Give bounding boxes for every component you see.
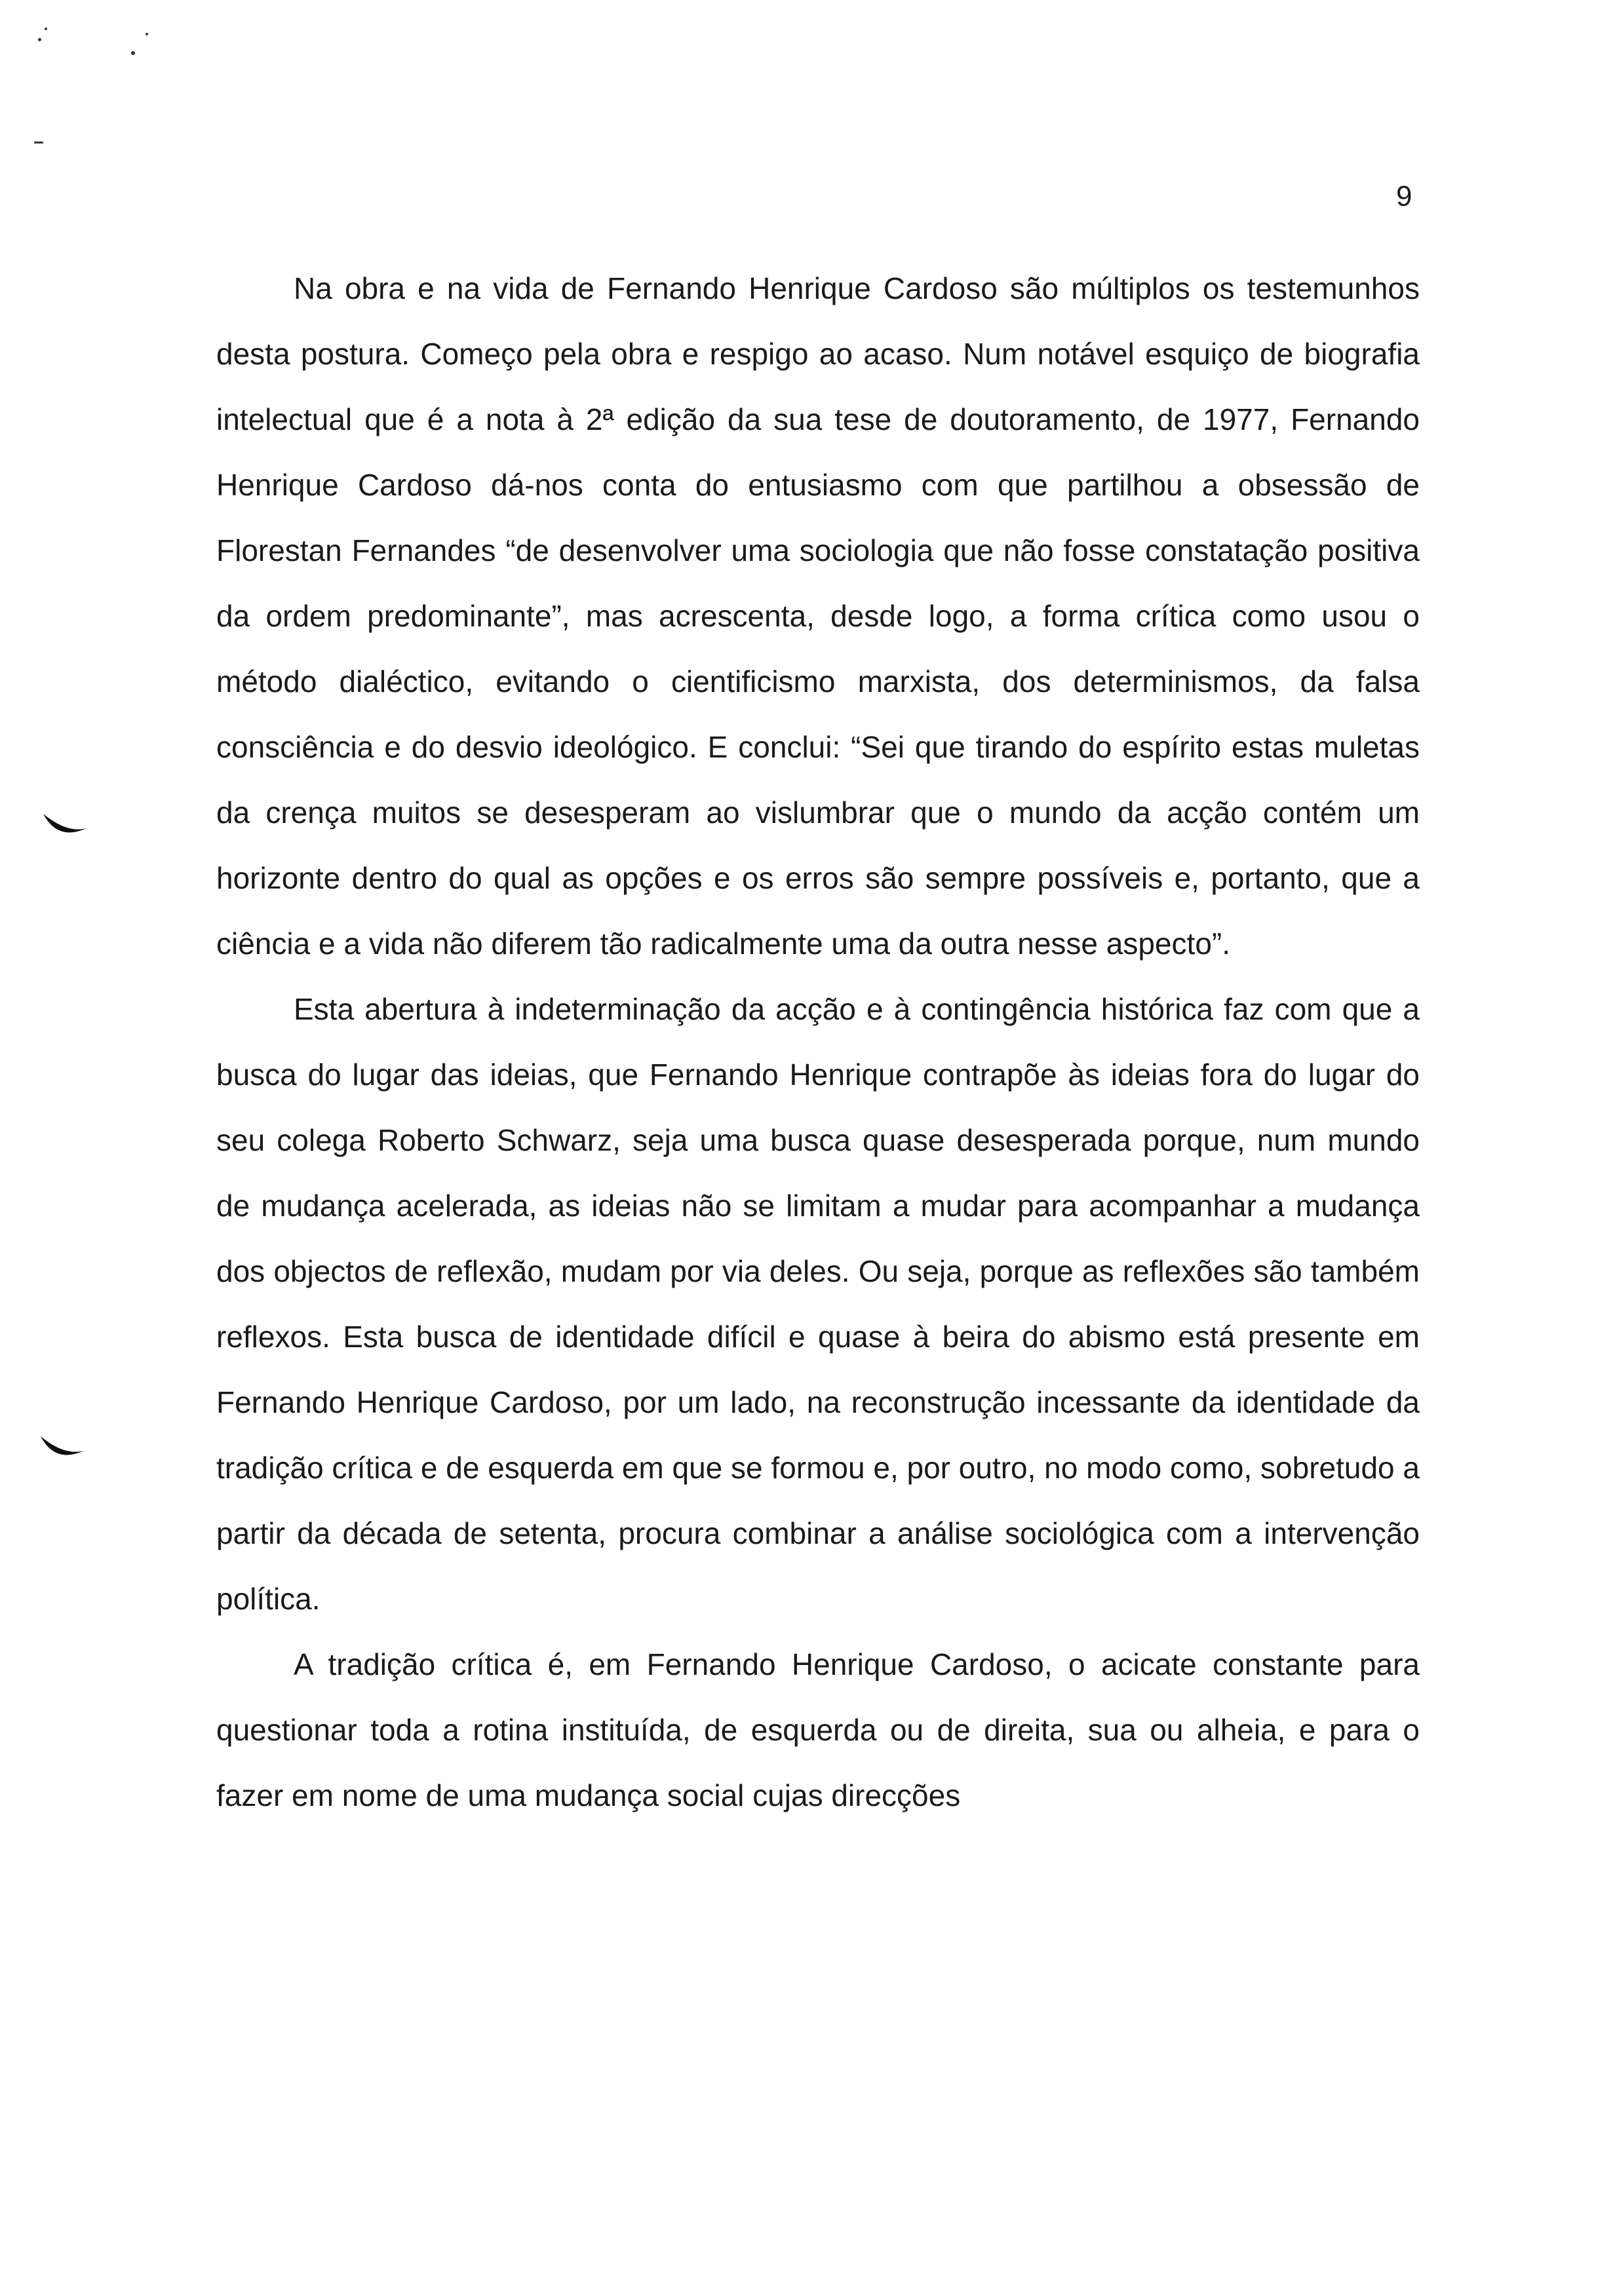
paragraph: Na obra e na vida de Fernando Henrique Cardoso são múltiplos os testemunhos desta postura. Começo pela obra e respigo ao acaso. Num notável esquiço de biografia intelectual que é a nota à 2ª edição da sua tese de doutoramento, de 1977, Fernando Henrique Cardoso dá-nos conta do entusiasmo com que partilhou a obsessão de Florestan Fernandes “de desenvolver uma sociologia que não fosse constatação positiva da ordem predominante”, mas acrescenta, desde logo, a forma crítica como usou o método dialéctico, evitando o cientificismo marxista, dos determinismos, da falsa consciência e do desvio ideológico. E conclui: “Sei que tirando do espírito estas muletas da crença muitos se desesperam ao vislumbrar que o mundo da acção contém um horizonte dentro do qual as opções e os erros são sempre possíveis e, portanto, que a ciência e a vida não diferem tão radicalmente uma da outra nesse aspecto”. <box>216 271 1420 961</box>
scan-speck <box>131 51 135 55</box>
page-number: 9 <box>1396 180 1412 212</box>
scan-speck <box>146 33 148 35</box>
scan-speck <box>45 28 47 30</box>
paragraph: A tradição crítica é, em Fernando Henrique Cardoso, o acicate constante para questionar toda a rotina instituída, de esquerda ou de direita, sua ou alheia, e para o fazer em nome de uma mudança social cujas direcções <box>216 1647 1420 1812</box>
binding-hole-mark-icon <box>38 801 90 853</box>
body-text <box>216 256 1420 1828</box>
paragraph: Esta abertura à indeterminação da acção e à contingência histórica faz com que a busca do lugar das ideias, que Fernando Henrique contrapõe às ideias fora do lugar do seu colega Roberto Schwarz, seja uma busca quase desesperada porque, num mundo de mudança acelerada, as ideias não se limitam a mudar para acompanhar a mudança dos objectos de reflexão, mudam por via deles. Ou seja, porque as reflexões são também reflexos. Esta busca de identidade difícil e quase à beira do abismo está presente em Fernando Henrique Cardoso, por um lado, na reconstrução incessante da identidade da tradição crítica e de esquerda em que se formou e, por outro, no modo como, sobretudo a partir da década de setenta, procura combinar a análise sociológica com a intervenção política. <box>216 992 1420 1616</box>
scan-speck <box>34 142 43 144</box>
scan-speck <box>38 38 41 41</box>
binding-hole-mark-icon <box>35 1423 88 1476</box>
